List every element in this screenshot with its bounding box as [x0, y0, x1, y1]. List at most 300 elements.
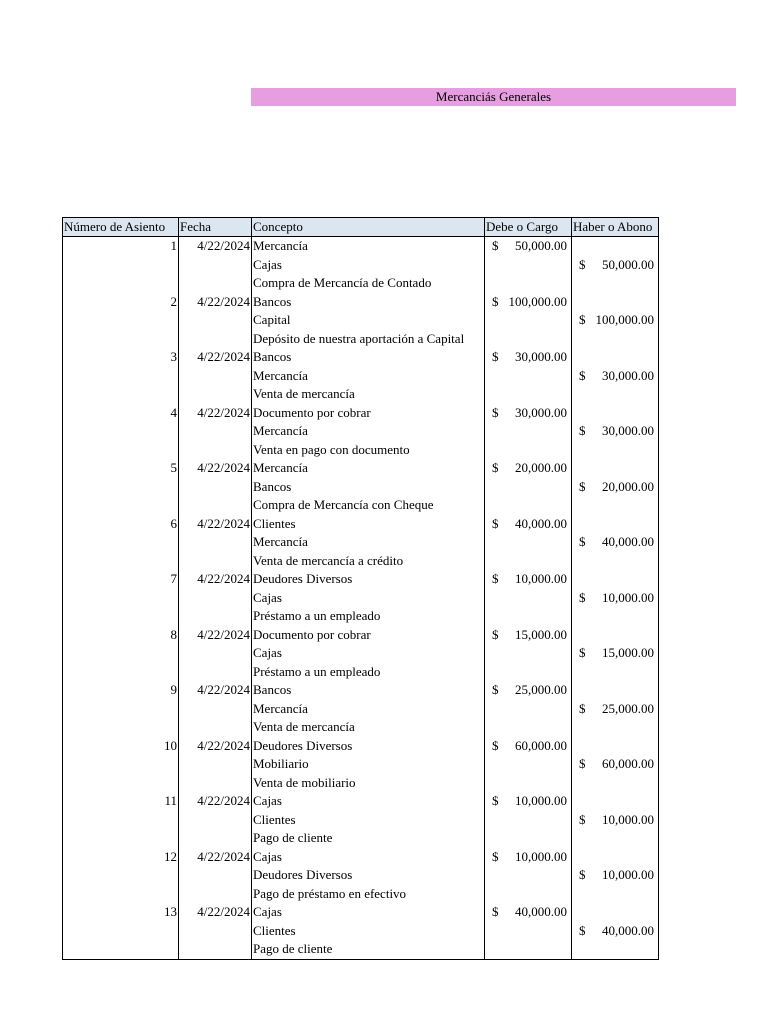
entry-date-cell[interactable]: 4/22/2024: [179, 459, 252, 478]
entry-debit-row: [63, 903, 659, 922]
entry-number-cell[interactable]: [63, 385, 179, 404]
amount-value: 30,000.00: [602, 367, 654, 383]
description-cell[interactable]: Venta de mobiliario: [252, 774, 485, 793]
entry-number-cell[interactable]: 9: [63, 681, 179, 700]
entry-number-cell[interactable]: [63, 663, 179, 682]
credit-amount-cell[interactable]: [572, 422, 659, 441]
amount-value: 40,000.00: [515, 515, 567, 531]
currency-symbol: $: [579, 423, 586, 439]
debit-amount-cell[interactable]: [485, 348, 572, 367]
entry-credit-row: [63, 533, 659, 552]
debit-amount: [486, 237, 570, 255]
amount-value: 50,000.00: [602, 256, 654, 272]
debit-amount-cell[interactable]: [485, 459, 572, 478]
debit-amount: [486, 626, 570, 644]
currency-symbol: $: [579, 589, 586, 605]
entry-date-cell[interactable]: 4/22/2024: [179, 515, 252, 534]
credit-amount-cell[interactable]: [572, 570, 659, 589]
debit-amount-cell[interactable]: [485, 385, 572, 404]
credit-amount-cell[interactable]: [572, 330, 659, 349]
entry-description-row: [63, 663, 659, 682]
entry-description-row: [63, 552, 659, 571]
description-cell[interactable]: Pago de cliente: [252, 829, 485, 848]
description-cell[interactable]: Venta de mercancía: [252, 718, 485, 737]
entry-date-cell[interactable]: [179, 718, 252, 737]
entry-date-cell[interactable]: 4/22/2024: [179, 570, 252, 589]
entry-number-cell[interactable]: [63, 866, 179, 885]
entry-debit-row: [63, 681, 659, 700]
entry-date-cell[interactable]: [179, 552, 252, 571]
currency-symbol: $: [579, 645, 586, 661]
credit-account-cell[interactable]: Cajas: [252, 256, 485, 275]
credit-amount-cell[interactable]: [572, 811, 659, 830]
amount-value: 20,000.00: [602, 478, 654, 494]
entry-date-cell[interactable]: [179, 663, 252, 682]
credit-amount-cell[interactable]: [572, 533, 659, 552]
entry-date-cell[interactable]: [179, 829, 252, 848]
entry-number-cell[interactable]: [63, 533, 179, 552]
credit-amount-cell[interactable]: [572, 311, 659, 330]
entry-debit-row: [63, 626, 659, 645]
entry-date-cell[interactable]: 4/22/2024: [179, 903, 252, 922]
debit-amount: [486, 404, 570, 422]
entry-date-cell[interactable]: 4/22/2024: [179, 626, 252, 645]
entry-date-cell[interactable]: 4/22/2024: [179, 293, 252, 312]
currency-symbol: $: [579, 867, 586, 883]
entry-number-cell[interactable]: 6: [63, 515, 179, 534]
amount-value: 25,000.00: [602, 700, 654, 716]
debit-account-cell[interactable]: Cajas: [252, 903, 485, 922]
credit-amount-cell[interactable]: [572, 922, 659, 941]
header-number[interactable]: Número de Asiento: [63, 218, 179, 237]
debit-amount: [486, 903, 570, 921]
currency-symbol: $: [579, 700, 586, 716]
credit-account-cell[interactable]: Clientes: [252, 811, 485, 830]
debit-amount-cell[interactable]: [485, 330, 572, 349]
credit-amount: [573, 256, 657, 274]
amount-value: 10,000.00: [515, 793, 567, 809]
amount-value: 30,000.00: [515, 349, 567, 365]
header-concept[interactable]: Concepto: [252, 218, 485, 237]
debit-amount-cell[interactable]: [485, 311, 572, 330]
entry-date-cell[interactable]: 4/22/2024: [179, 237, 252, 256]
credit-account-cell[interactable]: Mercancía: [252, 700, 485, 719]
entry-number-cell[interactable]: [63, 885, 179, 904]
debit-account-cell[interactable]: Cajas: [252, 792, 485, 811]
header-date[interactable]: Fecha: [179, 218, 252, 237]
currency-symbol: $: [492, 404, 499, 420]
credit-amount-cell[interactable]: [572, 755, 659, 774]
description-cell[interactable]: Venta de mercancía a crédito: [252, 552, 485, 571]
entry-number-cell[interactable]: [63, 367, 179, 386]
credit-amount-cell[interactable]: [572, 404, 659, 423]
currency-symbol: $: [579, 534, 586, 550]
debit-amount-cell[interactable]: [485, 441, 572, 460]
credit-amount-cell[interactable]: [572, 589, 659, 608]
debit-amount-cell[interactable]: [485, 792, 572, 811]
entry-date-cell[interactable]: [179, 866, 252, 885]
entry-date-cell[interactable]: [179, 644, 252, 663]
entry-date-cell[interactable]: [179, 385, 252, 404]
debit-amount-cell[interactable]: [485, 515, 572, 534]
debit-amount-cell[interactable]: [485, 922, 572, 941]
entry-number-cell[interactable]: [63, 774, 179, 793]
entry-description-row: [63, 829, 659, 848]
debit-amount-cell[interactable]: [485, 274, 572, 293]
entry-debit-row: [63, 570, 659, 589]
entry-credit-row: [63, 256, 659, 275]
debit-amount-cell[interactable]: [485, 811, 572, 830]
entry-number-cell[interactable]: [63, 718, 179, 737]
credit-amount-cell[interactable]: [572, 478, 659, 497]
entry-description-row: [63, 496, 659, 515]
credit-amount-cell[interactable]: [572, 256, 659, 275]
header-row: [63, 218, 659, 237]
description-cell[interactable]: Venta de mercancía: [252, 385, 485, 404]
debit-account-cell[interactable]: Deudores Diversos: [252, 570, 485, 589]
entry-date-cell[interactable]: [179, 700, 252, 719]
entry-credit-row: [63, 589, 659, 608]
description-cell[interactable]: Compra de Mercancía de Contado: [252, 274, 485, 293]
entry-description-row: [63, 274, 659, 293]
entry-date-cell[interactable]: 4/22/2024: [179, 404, 252, 423]
credit-amount-cell[interactable]: [572, 681, 659, 700]
description-cell[interactable]: Pago de cliente: [252, 940, 485, 959]
debit-amount-cell[interactable]: [485, 903, 572, 922]
credit-amount-cell[interactable]: [572, 459, 659, 478]
entry-date-cell[interactable]: [179, 311, 252, 330]
debit-amount-cell[interactable]: [485, 237, 572, 256]
amount-value: 100,000.00: [508, 293, 567, 309]
credit-amount-cell[interactable]: [572, 441, 659, 460]
credit-amount-cell[interactable]: [572, 774, 659, 793]
debit-amount-cell[interactable]: [485, 422, 572, 441]
amount-value: 60,000.00: [602, 756, 654, 772]
credit-amount: [573, 811, 657, 829]
entry-number-cell[interactable]: [63, 644, 179, 663]
entry-date-cell[interactable]: [179, 811, 252, 830]
debit-amount-cell[interactable]: [485, 293, 572, 312]
currency-symbol: $: [492, 349, 499, 365]
entry-number-cell[interactable]: [63, 274, 179, 293]
amount-value: 30,000.00: [515, 404, 567, 420]
entry-date-cell[interactable]: [179, 478, 252, 497]
entry-description-row: [63, 885, 659, 904]
credit-amount-cell[interactable]: [572, 718, 659, 737]
credit-amount-cell[interactable]: [572, 552, 659, 571]
credit-amount-cell[interactable]: [572, 792, 659, 811]
entry-number-cell[interactable]: [63, 607, 179, 626]
debit-amount: [486, 515, 570, 533]
debit-amount: [486, 293, 570, 311]
entry-number-cell[interactable]: 3: [63, 348, 179, 367]
credit-amount: [573, 533, 657, 551]
credit-amount: [573, 700, 657, 718]
header-credit[interactable]: Haber o Abono: [572, 218, 659, 237]
entry-debit-row: [63, 348, 659, 367]
description-cell[interactable]: Préstamo a un empleado: [252, 607, 485, 626]
entry-debit-row: [63, 515, 659, 534]
debit-amount-cell[interactable]: [485, 737, 572, 756]
debit-account-cell[interactable]: Mercancía: [252, 237, 485, 256]
entry-debit-row: [63, 459, 659, 478]
amount-value: 100,000.00: [595, 312, 654, 328]
entry-number-cell[interactable]: 11: [63, 792, 179, 811]
header-debit[interactable]: Debe o Cargo: [485, 218, 572, 237]
debit-amount: [486, 737, 570, 755]
entry-debit-row: [63, 404, 659, 423]
debit-amount-cell[interactable]: [485, 644, 572, 663]
credit-amount-cell[interactable]: [572, 885, 659, 904]
amount-value: 20,000.00: [515, 460, 567, 476]
entry-number-cell[interactable]: [63, 829, 179, 848]
debit-amount-cell[interactable]: [485, 478, 572, 497]
entry-date-cell[interactable]: [179, 422, 252, 441]
entry-credit-row: [63, 700, 659, 719]
credit-amount-cell[interactable]: [572, 644, 659, 663]
credit-amount-cell[interactable]: [572, 385, 659, 404]
amount-value: 15,000.00: [602, 645, 654, 661]
entry-number-cell[interactable]: [63, 811, 179, 830]
entry-date-cell[interactable]: [179, 885, 252, 904]
debit-amount-cell[interactable]: [485, 755, 572, 774]
debit-amount: [486, 570, 570, 588]
debit-amount-cell[interactable]: [485, 700, 572, 719]
entry-number-cell[interactable]: [63, 478, 179, 497]
amount-value: 60,000.00: [515, 737, 567, 753]
debit-amount-cell[interactable]: [485, 552, 572, 571]
entry-number-cell[interactable]: 1: [63, 237, 179, 256]
debit-amount-cell[interactable]: [485, 663, 572, 682]
credit-amount-cell[interactable]: [572, 829, 659, 848]
amount-value: 40,000.00: [602, 534, 654, 550]
credit-amount-cell[interactable]: [572, 940, 659, 959]
amount-value: 10,000.00: [515, 571, 567, 587]
entry-date-cell[interactable]: [179, 533, 252, 552]
description-cell[interactable]: Pago de préstamo en efectivo: [252, 885, 485, 904]
entry-credit-row: [63, 367, 659, 386]
debit-account-cell[interactable]: Mercancía: [252, 459, 485, 478]
amount-value: 40,000.00: [602, 922, 654, 938]
entry-number-cell[interactable]: [63, 422, 179, 441]
entry-credit-row: [63, 644, 659, 663]
entry-description-row: [63, 441, 659, 460]
entry-credit-row: [63, 311, 659, 330]
entry-credit-row: [63, 866, 659, 885]
debit-amount-cell[interactable]: [485, 607, 572, 626]
credit-amount: [573, 367, 657, 385]
currency-symbol: $: [492, 571, 499, 587]
amount-value: 10,000.00: [602, 867, 654, 883]
credit-amount: [573, 589, 657, 607]
amount-value: 10,000.00: [515, 848, 567, 864]
entry-number-cell[interactable]: 5: [63, 459, 179, 478]
amount-value: 25,000.00: [515, 682, 567, 698]
debit-account-cell[interactable]: Bancos: [252, 681, 485, 700]
sheet-title: Mercanciás Generales: [251, 88, 736, 106]
currency-symbol: $: [492, 460, 499, 476]
debit-amount-cell[interactable]: [485, 570, 572, 589]
entry-number-cell[interactable]: 8: [63, 626, 179, 645]
entry-number-cell[interactable]: [63, 311, 179, 330]
debit-amount-cell[interactable]: [485, 774, 572, 793]
credit-amount-cell[interactable]: [572, 700, 659, 719]
credit-amount-cell[interactable]: [572, 663, 659, 682]
credit-amount-cell[interactable]: [572, 237, 659, 256]
entry-number-cell[interactable]: [63, 496, 179, 515]
credit-amount-cell[interactable]: [572, 274, 659, 293]
credit-account-cell[interactable]: Cajas: [252, 589, 485, 608]
entry-number-cell[interactable]: [63, 330, 179, 349]
currency-symbol: $: [492, 293, 499, 309]
entry-date-cell[interactable]: [179, 774, 252, 793]
credit-amount-cell[interactable]: [572, 496, 659, 515]
credit-amount-cell[interactable]: [572, 626, 659, 645]
credit-amount-cell[interactable]: [572, 348, 659, 367]
debit-account-cell[interactable]: Documento por cobrar: [252, 626, 485, 645]
currency-symbol: $: [579, 367, 586, 383]
credit-account-cell[interactable]: Capital: [252, 311, 485, 330]
credit-amount-cell[interactable]: [572, 367, 659, 386]
debit-amount: [486, 348, 570, 366]
currency-symbol: $: [579, 922, 586, 938]
debit-amount-cell[interactable]: [485, 681, 572, 700]
currency-symbol: $: [492, 515, 499, 531]
entry-debit-row: [63, 293, 659, 312]
entry-description-row: [63, 385, 659, 404]
debit-account-cell[interactable]: Bancos: [252, 348, 485, 367]
entry-credit-row: [63, 811, 659, 830]
entry-number-cell[interactable]: 7: [63, 570, 179, 589]
debit-amount: [486, 459, 570, 477]
currency-symbol: $: [492, 737, 499, 753]
credit-amount-cell[interactable]: [572, 903, 659, 922]
credit-amount-cell[interactable]: [572, 515, 659, 534]
credit-account-cell[interactable]: Bancos: [252, 478, 485, 497]
debit-amount-cell[interactable]: [485, 718, 572, 737]
amount-value: 40,000.00: [515, 904, 567, 920]
debit-amount-cell[interactable]: [485, 848, 572, 867]
entry-date-cell[interactable]: [179, 330, 252, 349]
entry-date-cell[interactable]: [179, 367, 252, 386]
credit-amount: [573, 311, 657, 329]
entry-number-cell[interactable]: 13: [63, 903, 179, 922]
credit-account-cell[interactable]: Cajas: [252, 644, 485, 663]
currency-symbol: $: [492, 238, 499, 254]
credit-account-cell[interactable]: Mercancía: [252, 367, 485, 386]
entry-date-cell[interactable]: [179, 496, 252, 515]
entry-credit-row: [63, 478, 659, 497]
entry-date-cell[interactable]: [179, 940, 252, 959]
entry-date-cell[interactable]: 4/22/2024: [179, 348, 252, 367]
entry-description-row: [63, 330, 659, 349]
currency-symbol: $: [579, 312, 586, 328]
debit-amount: [486, 792, 570, 810]
credit-amount: [573, 422, 657, 440]
description-cell[interactable]: Préstamo a un empleado: [252, 663, 485, 682]
credit-amount-cell[interactable]: [572, 848, 659, 867]
entry-credit-row: [63, 922, 659, 941]
credit-amount-cell[interactable]: [572, 866, 659, 885]
debit-amount-cell[interactable]: [485, 940, 572, 959]
entry-description-row: [63, 607, 659, 626]
entry-credit-row: [63, 422, 659, 441]
entry-date-cell[interactable]: 4/22/2024: [179, 848, 252, 867]
entry-number-cell[interactable]: [63, 441, 179, 460]
entry-number-cell[interactable]: [63, 552, 179, 571]
debit-amount: [486, 681, 570, 699]
description-cell[interactable]: Depósito de nuestra aportación a Capital: [252, 330, 485, 349]
entry-number-cell[interactable]: [63, 589, 179, 608]
debit-amount-cell[interactable]: [485, 829, 572, 848]
amount-value: 10,000.00: [602, 811, 654, 827]
debit-amount-cell[interactable]: [485, 885, 572, 904]
entry-date-cell[interactable]: 4/22/2024: [179, 681, 252, 700]
currency-symbol: $: [579, 756, 586, 772]
debit-amount-cell[interactable]: [485, 256, 572, 275]
credit-account-cell[interactable]: Mercancía: [252, 533, 485, 552]
entry-number-cell[interactable]: 2: [63, 293, 179, 312]
description-cell[interactable]: Venta en pago con documento: [252, 441, 485, 460]
amount-value: 30,000.00: [602, 423, 654, 439]
debit-amount-cell[interactable]: [485, 404, 572, 423]
entry-credit-row: [63, 755, 659, 774]
debit-account-cell[interactable]: Clientes: [252, 515, 485, 534]
entry-number-cell[interactable]: [63, 940, 179, 959]
entry-date-cell[interactable]: [179, 441, 252, 460]
credit-account-cell[interactable]: Clientes: [252, 922, 485, 941]
debit-amount-cell[interactable]: [485, 866, 572, 885]
entry-date-cell[interactable]: 4/22/2024: [179, 737, 252, 756]
debit-amount-cell[interactable]: [485, 367, 572, 386]
credit-account-cell[interactable]: Deudores Diversos: [252, 866, 485, 885]
credit-amount-cell[interactable]: [572, 607, 659, 626]
debit-amount-cell[interactable]: [485, 533, 572, 552]
entry-date-cell[interactable]: [179, 589, 252, 608]
credit-account-cell[interactable]: Mercancía: [252, 422, 485, 441]
debit-amount-cell[interactable]: [485, 626, 572, 645]
entry-description-row: [63, 774, 659, 793]
debit-amount-cell[interactable]: [485, 589, 572, 608]
credit-account-cell[interactable]: Mobiliario: [252, 755, 485, 774]
debit-account-cell[interactable]: Deudores Diversos: [252, 737, 485, 756]
debit-account-cell[interactable]: Documento por cobrar: [252, 404, 485, 423]
entry-number-cell[interactable]: 12: [63, 848, 179, 867]
entry-number-cell[interactable]: 10: [63, 737, 179, 756]
credit-amount-cell[interactable]: [572, 293, 659, 312]
debit-account-cell[interactable]: Bancos: [252, 293, 485, 312]
entry-description-row: [63, 940, 659, 959]
entry-number-cell[interactable]: [63, 700, 179, 719]
entry-date-cell[interactable]: [179, 274, 252, 293]
entry-number-cell[interactable]: [63, 755, 179, 774]
description-cell[interactable]: Compra de Mercancía con Cheque: [252, 496, 485, 515]
credit-amount-cell[interactable]: [572, 737, 659, 756]
entry-number-cell[interactable]: [63, 256, 179, 275]
debit-account-cell[interactable]: Cajas: [252, 848, 485, 867]
entry-date-cell[interactable]: [179, 922, 252, 941]
entry-number-cell[interactable]: [63, 922, 179, 941]
entry-description-row: [63, 718, 659, 737]
currency-symbol: $: [492, 682, 499, 698]
entry-date-cell[interactable]: 4/22/2024: [179, 792, 252, 811]
currency-symbol: $: [579, 811, 586, 827]
debit-amount-cell[interactable]: [485, 496, 572, 515]
entry-date-cell[interactable]: [179, 755, 252, 774]
entry-date-cell[interactable]: [179, 256, 252, 275]
entry-number-cell[interactable]: 4: [63, 404, 179, 423]
entry-date-cell[interactable]: [179, 607, 252, 626]
